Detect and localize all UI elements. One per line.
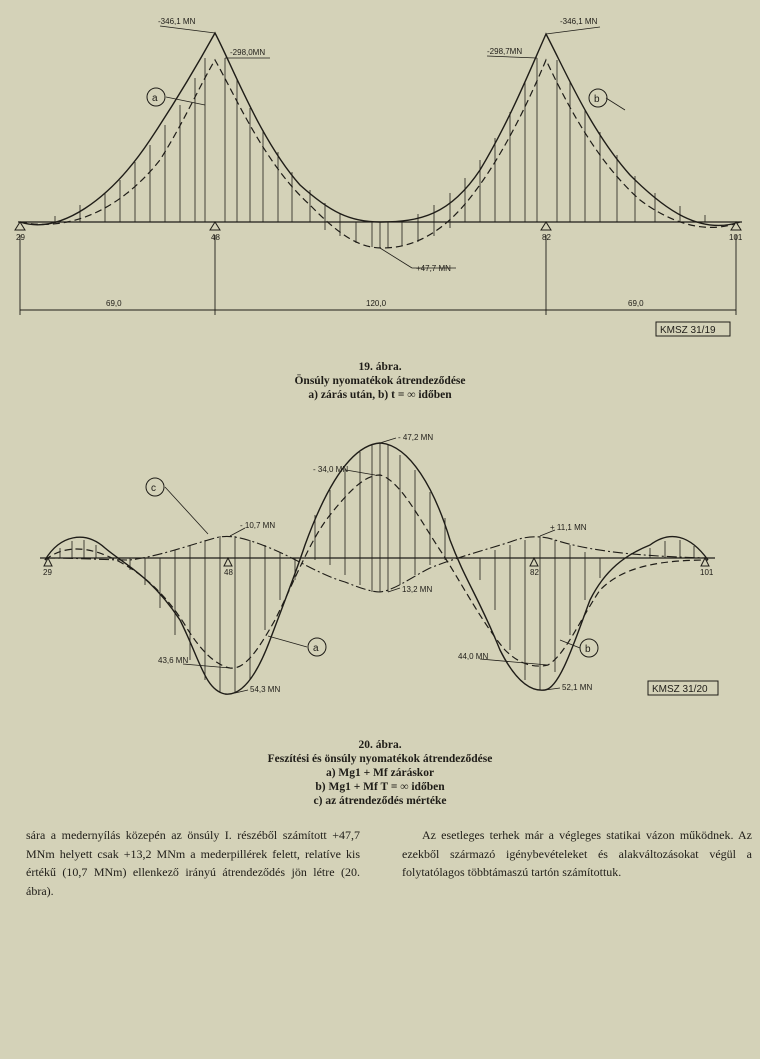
- mid-span-label: +47,7 MN: [416, 264, 451, 273]
- support-markers-20: [44, 558, 709, 566]
- support-29: 29: [16, 233, 25, 242]
- caption-19-subtitle: a) zárás után, b) t = ∞ időben: [308, 389, 452, 401]
- caption-19-title: Önsúly nyomatékok átrendeződése: [294, 375, 466, 387]
- caption-20-line-b: b) Mg1 + Mf T = ∞ időben: [315, 781, 445, 793]
- curve-b: [20, 60, 740, 248]
- mid-pos-label: 13,2 MN: [402, 585, 433, 594]
- right-peak-label: -346,1 MN: [560, 17, 598, 26]
- caption-20: [0, 738, 760, 808]
- right-neg-label: + 11,1 MN: [550, 523, 587, 532]
- hatch-lines-20: [60, 443, 694, 693]
- ref-19: KMSZ 31/19: [660, 325, 716, 336]
- span-1: 69,0: [106, 299, 122, 308]
- caption-20-title: Feszítési és önsúly nyomatékok átrendeződése: [267, 753, 493, 765]
- curve-b-letter-20: b: [585, 644, 591, 655]
- hatch-lines: [55, 58, 705, 248]
- ref-20: KMSZ 31/20: [652, 684, 708, 695]
- support-101: 101: [729, 233, 743, 242]
- left-peak-label: -346,1 MN: [158, 17, 196, 26]
- paragraph-right: Az esetleges terhek már a végleges statikai vázon működnek. Az ezekből származó igénybevételeket és alakváltozásokat végül a folytatólagos többtámaszú tartón számítottuk.: [402, 828, 752, 880]
- caption-20-number: 20. ábra.: [358, 739, 402, 751]
- caption-19: [0, 360, 760, 402]
- right-peak-b-label: -298,7MN: [487, 47, 523, 56]
- left-low-b-label: 54,3 MN: [250, 685, 281, 694]
- curve-b-letter: b: [594, 94, 600, 105]
- support-82-20: 82: [530, 568, 539, 577]
- support-101-20: 101: [700, 568, 714, 577]
- curve-c-letter: c: [151, 483, 156, 494]
- left-peak-b-label: -298,0MN: [230, 48, 266, 57]
- left-neg-label: - 10,7 MN: [240, 521, 276, 530]
- right-low-b-label: 52,1 MN: [562, 683, 593, 692]
- span-3: 69,0: [628, 299, 644, 308]
- caption-19-number: 19. ábra.: [358, 361, 402, 373]
- caption-20-line-a: a) Mg1 + Mf záráskor: [325, 767, 435, 779]
- curve-a-letter-20: a: [313, 643, 319, 654]
- curve-c-20: [45, 536, 708, 592]
- support-48: 48: [211, 233, 220, 242]
- curve-a: [20, 33, 740, 225]
- span-2: 120,0: [366, 299, 387, 308]
- left-low-a-label: 43,6 MN: [158, 656, 189, 665]
- text-column-left: [26, 826, 360, 900]
- top-label: - 47,2 MN: [398, 433, 434, 442]
- curve-b-20: [45, 443, 708, 694]
- caption-20-line-c: c) az átrendeződés mértéke: [313, 795, 447, 807]
- support-29-20: 29: [43, 568, 52, 577]
- support-82: 82: [542, 233, 551, 242]
- support-48-20: 48: [224, 568, 233, 577]
- curve-a-letter: a: [152, 93, 158, 104]
- top-b-label: - 34,0 MN: [313, 465, 349, 474]
- support-markers: [15, 222, 741, 230]
- paragraph-left: sára a medernyílás közepén az önsúly I. részéből számított +47,7 MNm helyett csak +13,2 MNm a mederpillérek felett, relatíve kis értékű (10,7 MNm) ellenkező irányú átrendeződés jön létre (20. ábra).: [26, 828, 360, 898]
- text-column-right: [402, 826, 752, 882]
- right-low-a-label: 44,0 MN: [458, 652, 489, 661]
- figure-20: [0, 425, 760, 725]
- figure-19: [0, 0, 760, 345]
